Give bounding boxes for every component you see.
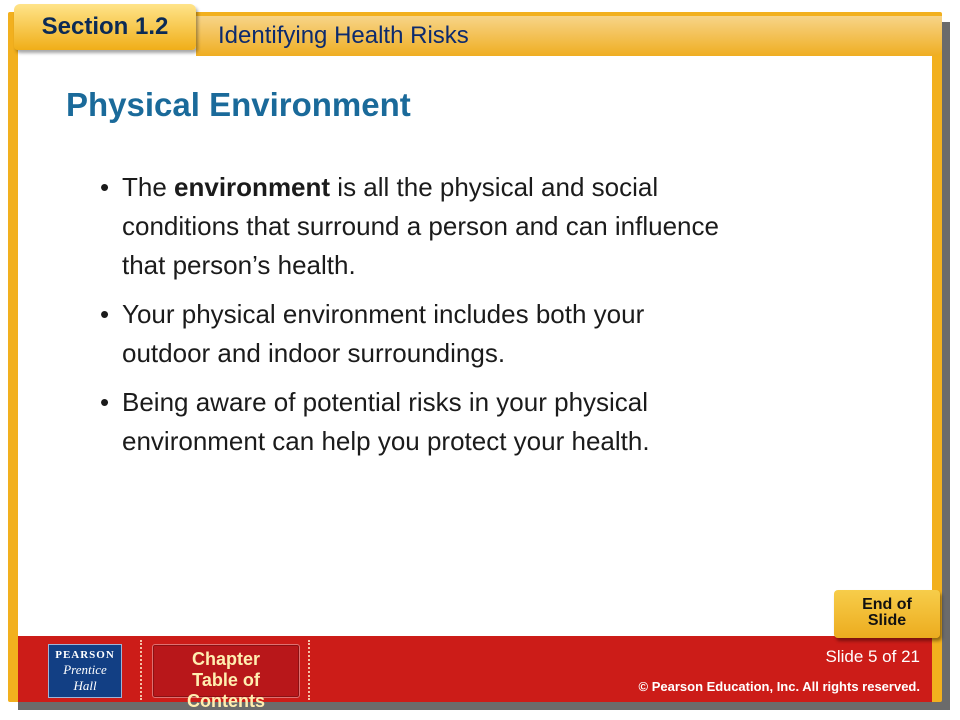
slide-number: Slide 5 of 21 [825, 647, 920, 666]
bullet-item [100, 383, 890, 461]
chapter-button-sublabel: Table of Contents [187, 670, 265, 711]
bullet-list [100, 168, 890, 471]
bullet-text: The [122, 172, 175, 202]
bullet-line [122, 168, 890, 207]
bullet-line: outdoor and indoor surroundings. [122, 338, 506, 368]
pearson-logo[interactable] [48, 644, 122, 698]
end-of-slide-button[interactable] [834, 590, 940, 638]
section-label: Section 1.2 [41, 13, 169, 40]
bullet-item [100, 168, 890, 285]
bullet-line: environment can help you protect your health. [122, 426, 650, 456]
bullet-marker: • [100, 172, 110, 202]
slide-title: Physical Environment [66, 86, 411, 123]
bullet-line: Being aware of potential risks in your physical [122, 387, 649, 417]
bullet-marker: • [100, 387, 110, 417]
chapter-button-label: Chapter [191, 649, 260, 669]
logo-text-pearson: PEARSON [55, 649, 115, 661]
logo-text-prentice: Prentice [63, 662, 107, 677]
footer-divider [140, 640, 142, 700]
bullet-line: conditions that surround a person and can influence [122, 211, 719, 241]
bullet-keyword: environment [174, 172, 331, 202]
end-button-label: End of [862, 596, 912, 613]
bullet-line: that person’s health. [122, 250, 356, 280]
footer-divider [308, 640, 310, 700]
copyright-notice: © Pearson Education, Inc. All rights reserved. [638, 679, 920, 694]
chapter-table-of-contents-button[interactable] [152, 644, 300, 711]
bullet-marker: • [100, 299, 110, 329]
bullet-line: Your physical environment includes both your [122, 299, 645, 329]
end-button-sublabel: Slide [867, 612, 907, 629]
bullet-item [100, 295, 890, 373]
bullet-text: is all the physical and social [330, 172, 659, 202]
logo-text-hall: Hall [73, 678, 97, 693]
header-title: Identifying Health Risks [218, 22, 469, 49]
